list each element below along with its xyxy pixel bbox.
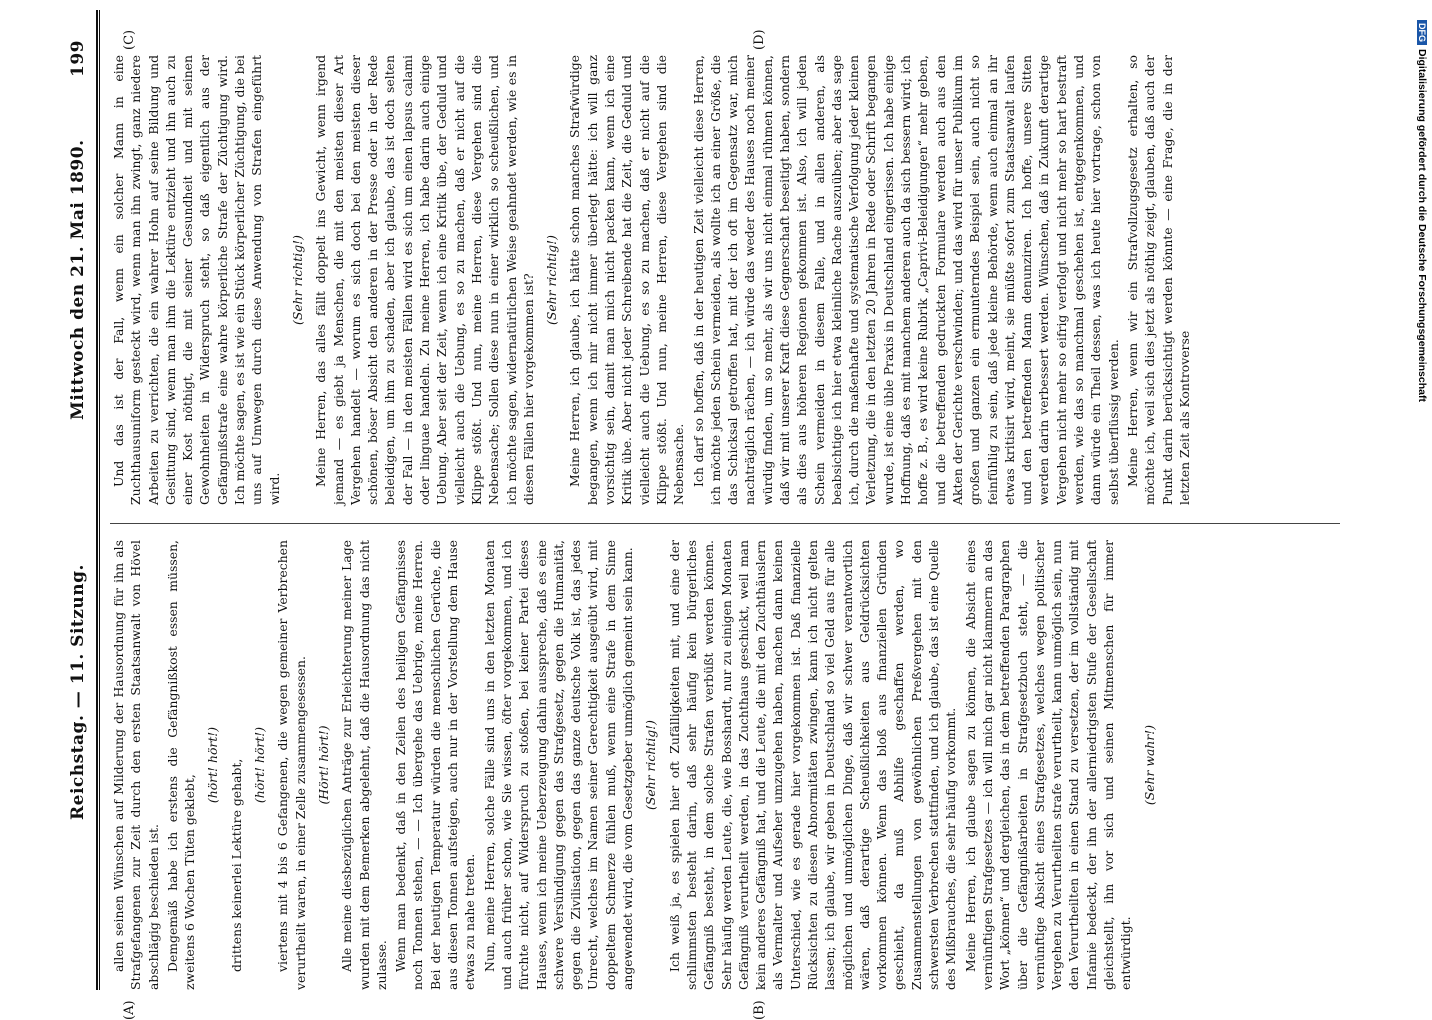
margin-mark-a: (A) (122, 1000, 137, 1020)
right-column-interjection: (Sehr richtig!) (289, 235, 305, 325)
header-session: Reichstag. — 11. Sitzung. (68, 564, 88, 820)
right-column-paragraph: Meine Herren, ich glaube, ich hätte schon manches Strafwürdige begangen, wenn ich mir nicht immer überlegt hätte: ich will ganz vorsichtig sein, damit man mich nicht packen kann, wenn ich eine Kritik übe. Aber nicht jeder Schreibende hat die Zeit, die Geduld und vielleicht auch die Uebung, es so zu machen, daß er nicht auf die Klippe stößt. Und nun, meine Herren, diese Vergehen sind die Nebensache. (567, 55, 687, 505)
left-column-interjection: (Sehr richtig!) (643, 720, 659, 810)
header-rule-thin (99, 10, 100, 990)
right-column-paragraph: Ich darf so hoffen, daß in der heutigen Zeit vielleicht diese Herren, ich möchte jeden Schein vermeiden, als wollte ich an einer Größe, die das Schicksal getroffen hat, mit der ich oft im Gegensatz war, mich nachträglich rächen, — ich würde das weder des Hauses noch meiner würdig finden, um so mehr, als wir uns nicht einmal rühmen können, daß wir mit unserer Kraft diese Gegnerschaft beseitigt haben, sondern als dies aus höheren Regionen gekommen ist. Also, ich will jeden Schein vermeiden in diesem Falle, und in allen anderen, als beabsichtige ich hier etwa kleinliche Rache auszuüben; aber das sage ich, durch die maßenhafte und systematische Verfolgung jeder kleinen Verletzung, die in den letzten 20 Jahren in Rede oder Schrift begangen wurde, ist eine üble Praxis in Deutschland eingerissen. Ich habe einige Hoffnung, daß es mit manchem anderen auch da sich bessern wird; ich hoffe z. B., es wird keine Rubrik „Caprivi-Beleidigungen“ mehr geben, und die betreffenden gedruckten Formulare werden auch aus den Akten der Gerichte verschwinden; und das wird für unser Publikum im großen und ganzen ein ermunterndes Beispiel sein, auch nicht so feinfühlig zu sein, daß jede kleine Behörde, wenn auch einmal an ihr etwas kritisirt wird, meint, sie müßte sofort zum Staatsanwalt laufen und den betreffenden Mann denunziren. Ich hoffe, unsere Sitten werden darin verbessert werden. Wünschen, daß in Zukunft derartige Vergehen nicht mehr so eifrig verfolgt und nicht mehr so hart bestraft werden, wie das so manchmal geschehen ist, entgegenkommen, und dann würde ein Theil dessen, was ich heute hier vortrage, schon von selbst überflüssig werden. (690, 55, 1121, 505)
column-divider (110, 523, 1340, 524)
header-date: Mittwoch den 21. Mai 1890. (68, 139, 88, 420)
left-column-interjection: (hört! hört!) (252, 726, 268, 804)
header-rule (96, 10, 98, 990)
left-column-paragraph: drittens keinerlei Lektüre gehabt, (228, 758, 244, 972)
margin-mark-b: (B) (752, 1000, 767, 1020)
left-column-paragraph: allen seinen Wünschen auf Milderung der Hausordnung für ihn als Strafgefangenen zur Zeit durch den ersten Staatsanwalt von Hövel abschlägig beschieden ist. (111, 540, 161, 990)
left-column-interjection: (Sehr wahr!) (1141, 724, 1157, 806)
left-column (110, 540, 1350, 990)
digitization-text: Digitalisierung gefördert durch die Deutsche Forschungsgemeinschaft (1416, 49, 1428, 402)
document-page (62, 10, 1392, 1020)
right-column-paragraph: Meine Herren, das alles fällt doppelt ins Gewicht, wenn irgend jemand — es giebt ja Menschen, die mit den meisten dieser Art Vergehen handelt — worum es sich doch bei den meisten dieser schönen, böser Absicht den anderen in der Presse oder in der Rede beleidigen, um ihm zu schaden, aber ich glaube, das ist doch selten der Fall — in den meisten Fällen wird es sich um einen lapsus calami oder linguae handeln. Zu meine Herren, ich habe darin auch einige Uebung. Aber seit der Zeit, wenn ich eine Kritik übe, der Geduld und vielleicht auch die Uebung, es so zu machen, daß er nicht auf die Klippe stößt. Und nun, meine Herren, diese Vergehen sind die Nebensache; Sollen diese nun in einer wirklich so scheußlichen, und ich möchte sagen, widernatürlichen Weise geahndet werden, wie es in diesen Fällen hier vorgekommen ist? (313, 55, 536, 505)
left-column-paragraph: Meine Herren, ich glaube sagen zu können, die Absicht eines vernünftigen Strafgesetzes — ich will mich gar nicht klammern an das Wort „können“ und dergleichen, das in dem betreffenden Paragraphen über die Gefängnißarbeiten in Strafgesetzbuch steht, — die vernünftige Absicht eines Strafgesetzes, welches wegen politischer Vergehen zu Verurtheilten strafe verurtheilt, kann unmöglich sein, nun den Verurtheilten in einen Stand zu versetzen, der im vollständig mit Infamie bedeckt, der ihn der allerniedrigsten Stufe der Gesellschaft gleichstellt, ihn vor sich und seinen Mitmenschen für immer entwürdigt. (962, 540, 1134, 990)
side-note-strip (1412, 20, 1428, 980)
right-column-interjection: (Sehr richtig!) (544, 235, 560, 325)
left-column-paragraph: viertens mit 4 bis 6 Gefangenen, die wegen gemeiner Verbrechen verurtheilt waren, in einer Zelle zusammengesessen. (275, 540, 308, 990)
left-column-interjection: (Hört! hört!) (315, 725, 331, 805)
margin-mark-c: (C) (122, 29, 137, 50)
dfg-logo: DFG (1417, 20, 1427, 45)
left-column-paragraph: Nun, meine Herren, solche Fälle sind uns in den letzten Monaten und auch früher schon, wie Sie wissen, öfter vorgekommen, und ich fürchte nicht, auf Widerspruch zu stoßen, bei keiner Partei dieses Hauses, wenn ich meine Ueberzeugung dahin ausspreche, daß es eine schwere Versündigung gegen das Strafgesetz, gegen die Humanität, gegen die Zivilisation, gegen das ganze deutsche Volk ist, das jedes Unrecht, welches im Namen seiner Gerechtigkeit ausgeübt wird, mit doppeltem Schmerze fühlen muß, wenn eine Strafe in dem Sinne angewendet wird, die vom Gesetzgeber unmöglich gemeint sein kann. (481, 540, 636, 990)
right-column-paragraph: Meine Herren, wenn wir ein Strafvollzugsgesetz erhalten, so möchte ich, weil sich dies jetzt als nöthig zeigt, glauben, daß auch der Punkt darin berücksichtigt werden könnte — eine Frage, die in der letzten Zeit als Kontroverse (1124, 55, 1192, 505)
margin-mark-d: (D) (752, 29, 767, 50)
right-column (110, 55, 1350, 505)
page-number: 199 (68, 40, 88, 77)
left-column-interjection: (hört! hört!) (205, 726, 221, 804)
left-column-paragraph: Wenn man bedenkt, daß in den Zeilen des heiligen Gefängnisses noch Tonnen stehen, — — Ich übergehe das Uebrige, meine Herren. Bei der heutigen Temperatur würden die menschlichen Gerüche, die aus diesen Tonnen aufsteigen, auch nur in der Vorstellung dem Hause etwas zu nahe treten. (393, 540, 478, 990)
left-column-paragraph: Demgemäß habe ich erstens die Gefängnißkost essen müssen, zweitens 6 Wochen Tüten geklebt, (164, 540, 198, 990)
digitization-note (1412, 20, 1428, 980)
left-column-paragraph: Alle meine diesbezüglichen Anträge zur Erleichterung meiner Lage wurden mit dem Bemerken abgelehnt, daß die Hausordnung das nicht zulasse. (339, 540, 389, 990)
left-column-paragraph: Ich weiß ja, es spielen hier oft Zufälligkeiten mit, und eine der schlimmsten besteht darin, daß sehr häufig kein bürgerliches Gefängniß besteht, in dem solche Strafen verbüßt werden können. Sehr häufig werden Leute, die, wie Bosshardt, nur zu einigen Monaten Gefängniß verurtheilt werden, in das Zuchthaus geschickt, weil man kein anderes Gefängniß hat, und die Leute, die mit den Zuchthäuslern als Vermalter und Aufseher umzugehen haben, machen dann keinen Unterschied, wie es gerade hier vorgekommen ist. Daß finanzielle Rücksichten zu diesen Abnormitäten zwingen, kann ich nicht gelten lassen; ich glaube, wir geben in Deutschland so viel Geld aus für alle möglichen und unmöglichen Dinge, daß wir schwer verantwortlich wären, daß derartige Scheußlichkeiten aus Geldrücksichten vorkommen können. Wenn das bloß aus finanziellen Gründen geschieht, da muß Abhilfe geschaffen werden, wo Zusammenstellungen von gewöhnlichen Preßvergehen mit den schwersten Verbrechen stattfinden, und ich glaube, das ist eine Quelle des Mißbrauches, die sehr häufig vorkommt. (666, 540, 959, 990)
right-column-paragraph: Und das ist der Fall, wenn ein solcher Mann in eine Zuchthausuniform gesteckt wird, wenn man ihn zwingt, ganz niedere Arbeiten zu verrichten, die ein wahrer Hohn auf seine Bildung und Gesittung sind, wenn man ihm die Lektüre entzieht und ihn auch zu einer Kost nöthigt, die mit seiner Gesundheit und mit seinen Gewohnheiten in Widerspruch steht, so daß eigentlich aus der Gefängnißstrafe eine wahre körperliche Strafe der Züchtigung wird. Ich möchte sagen, es ist wie ein Stück körperlicher Züchtigung, die bei uns auf Umwegen durch diese Anwendung von Strafen eingeführt wird. (111, 55, 282, 505)
